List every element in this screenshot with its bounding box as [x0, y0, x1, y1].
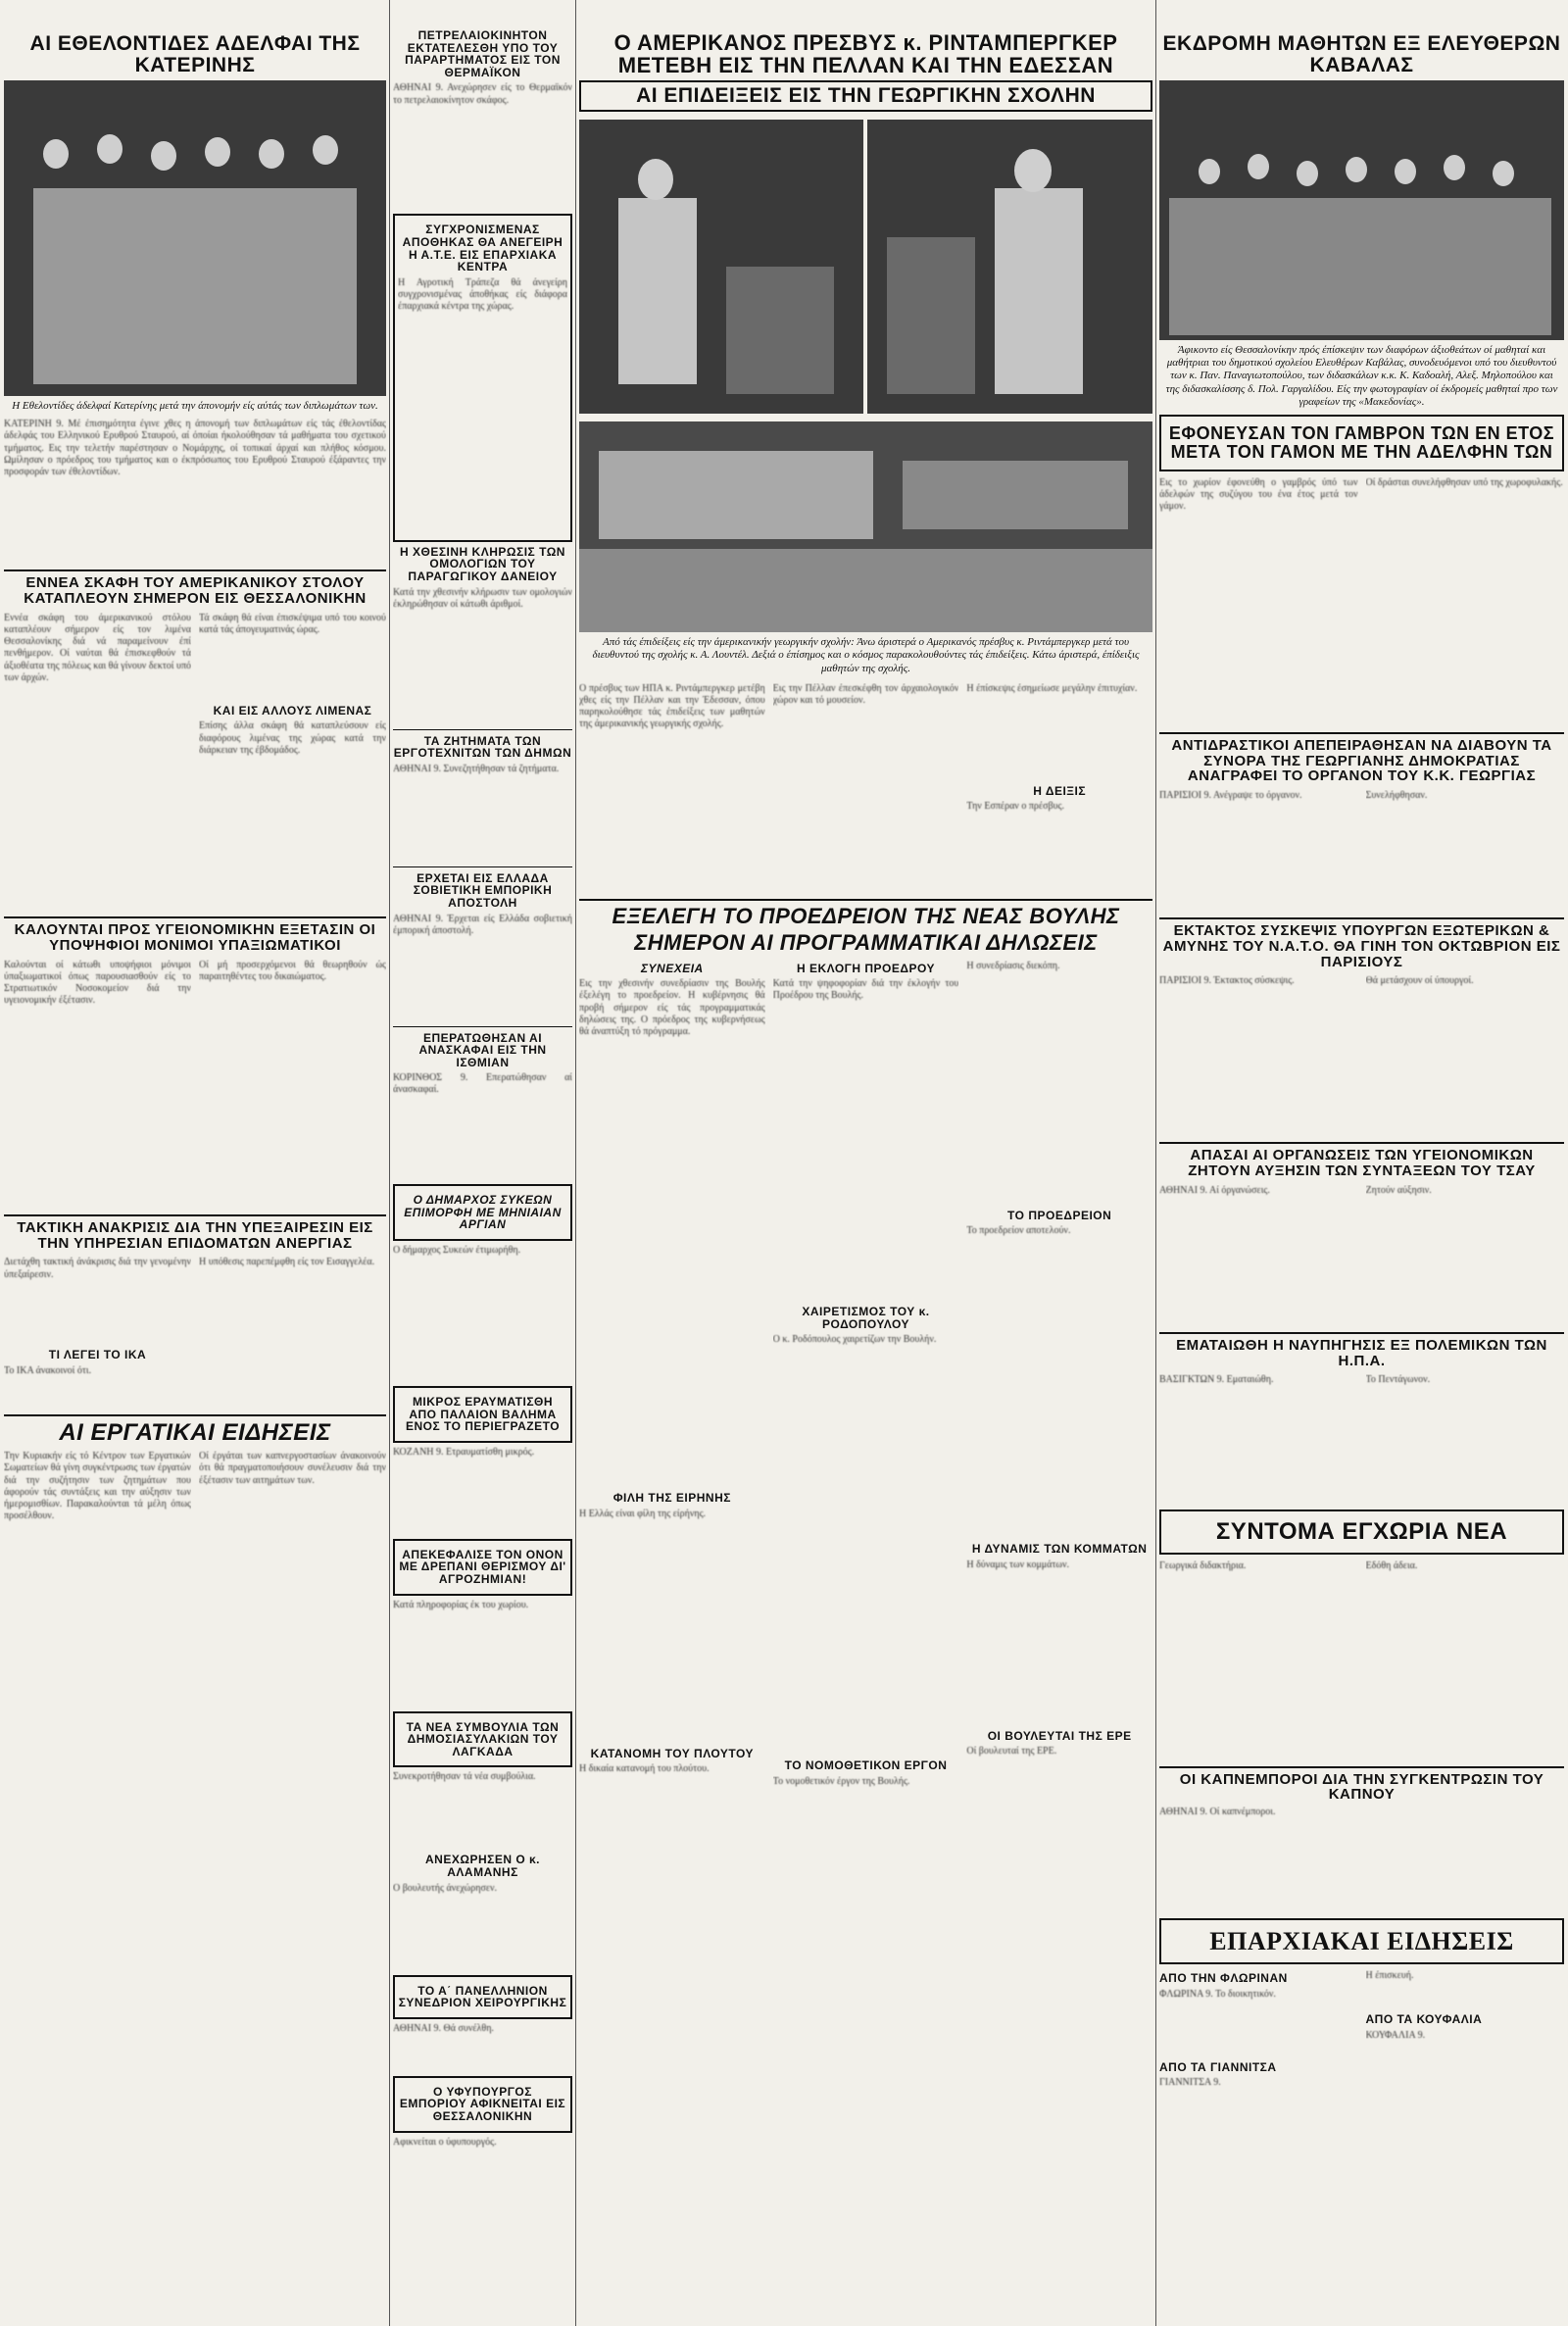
- subhead-president-election: Η ΕΚΛΟΓΗ ΠΡΟΕΔΡΟΥ: [796, 961, 936, 975]
- headline-parliament: ΕΞΕΛΕΓΗ ΤΟ ΠΡΟΕΔΡΕΙΟΝ ΤΗΣ ΝΕΑΣ ΒΟΥΛΗΣ: [612, 904, 1120, 929]
- headline-labor-news: ΑΙ ΕΡΓΑΤΙΚΑΙ ΕΙΔΗΣΕΙΣ: [59, 1418, 331, 1446]
- photo-school-excursion: [1159, 80, 1564, 340]
- photo-ambassador-speech: [579, 120, 863, 414]
- caption-ambassador: Από τάς έπιδείξεις είς την άμερικανικήν γεωργικήν σχολήν: Άνω άριστερά ο Αμερικανός πρέσβυς κ. Ριντάμπεργκερ μετά του διευθυντού της σχολής κ. Α. Λουντέλ. Δεξιά ο έπίσημος και ο κόσμος παρακολουθούντες τάς έπιδείξεις. Κάτω άριστερά, έπίδειξις μαθητών της σχολής.: [592, 636, 1140, 674]
- subhead-deixis: Η ΔΕΙΞΙΣ: [1033, 783, 1087, 798]
- column-1: ΑΙ ΕΘΕΛΟΝΤΙΔΕΣ ΑΔΕΛΦΑΙ ΤΗΣ ΚΑΤΕΡΙΝΗΣ Η Εθελοντίδες άδελφαί Κατερίνης μετά την άπονομήν είς αύτάς των διπλωμάτων των. ΚΑΤΕΡΙΝΗ 9. Μέ έπισημότητα έγινε χθες η άπονομή των διπλωμάτων είς τάς έθελοντίδας άδελφάς του Ελληνικού Ερυθρού Σταυρού, αί όποίαι ήκολούθησαν τά μαθήματα του σχετικού τμήματος. Εις την τελετήν παρέστησαν ο Νομάρχης, οί τοπικαί άρχαί και πλήθος κόσμου. Ωμίλησαν ο πρόεδρος του τμήματος και ο έκπρόσωπος του Ερυθρού Σταυρού έξάραντες την προσφοράν των έθελοντίδων. ΕΝΝΕΑ ΣΚΑΦΗ ΤΟΥ ΑΜΕΡΙΚΑΝΙΚΟΥ ΣΤΟΛΟΥ ΚΑΤΑΠΛΕΟΥΝ ΣΗΜΕΡΟΝ ΕΙΣ ΘΕΣΣΑΛΟΝΙΚΗΝ Εννέα σκάφη του άμερικανικού στόλου καταπλέουν σήμερον είς τον λιμένα Θεσσαλονίκης διά νά παραμείνουν έπί πενθήμερον. Οί ναύται θά έπισκεφθούν τά άξιοθέατα της πόλεως και θά γίνουν δεκτοί υπό των άρχών. Τά σκάφη θά είναι έπισκέψιμα υπό του κοινού κατά τάς άπογευματινάς ώρας. ΚΑΙ ΕΙΣ ΑΛΛΟΥΣ ΛΙΜΕΝΑΣ Επίσης άλλα σκάφη θά καταπλεύσουν είς διαφόρους λιμένας της χώρας κατά την διάρκειαν της έβδομάδος. ΚΑΛΟΥΝΤΑΙ ΠΡΟΣ ΥΓΕΙΟΝΟΜΙΚΗΝ ΕΞΕΤΑΣΙΝ ΟΙ ΥΠΟΨΗΦΙΟΙ ΜΟΝΙΜΟΙ ΥΠΑΞΙΩΜΑΤΙΚΟΙ Καλούνται οί κάτωθι υποψήφιοι μόνιμοι ύπαξιωματικοί όπως παρουσιασθούν είς το Στρατιωτικόν Νοσοκομείον διά την υγειονομικήν έξέτασιν. Οί μή προσερχόμενοι θά θεωρηθούν ώς παραιτηθέντες του δικαιώματος. ΤΑΚΤΙΚΗ ΑΝΑΚΡΙΣΙΣ ΔΙΑ ΤΗΝ ΥΠΕΞΑΙΡΕΣΙΝ ΕΙΣ ΤΗΝ ΥΠΗΡΕΣΙΑΝ ΕΠΙΔΟΜΑΤΩΝ ΑΝΕΡΓΙΑΣ Διετάχθη τακτική άνάκρισις διά την γενομένην ύπεξαίρεσιν. ΤΙ ΛΕΓΕΙ ΤΟ ΙΚΑ Το ΙΚΑ άνακοινοί ότι. Η υπόθεσις παρεπέμφθη είς τον Εισαγγελέα. ΑΙ ΕΡΓΑΤΙΚΑΙ ΕΙΔΗΣΕΙΣ Την Κυριακήν είς τό Κέντρον των Εργατικών Σωματείων θά γίνη συγκέντρωσις των έργατών διά την συζήτησιν των ζητημάτων που άφορούν τάς συντάξεις και την αύξησιν των ήμερομισθίων. Παρακαλούνται τά μέλη όπως προσέλθουν. Οί έργάται των καπνεργοστασίων άνακοινούν ότι θά πραγματοποιήσουν συνέλευσιν διά την έξέτασιν των αιτημάτων των.: [4, 32, 386, 1522]
- subhead-party-strength: Η ΔΥΝΑΜΙΣ ΤΩΝ ΚΟΜΜΑΤΩΝ: [971, 1542, 1148, 1557]
- photo-ambassador-crowd: [867, 120, 1152, 414]
- headline-unemployment-investigation: ΤΑΚΤΙΚΗ ΑΝΑΚΡΙΣΙΣ ΔΙΑ ΤΗΝ ΥΠΕΞΑΙΡΕΣΙΝ ΕΙΣ ΤΗΝ ΥΠΗΡΕΣΙΑΝ ΕΠΙΔΟΜΑΤΩΝ ΑΝΕΡΓΙΑΣ: [17, 1218, 373, 1252]
- photo-katerini-nurses: [4, 80, 386, 396]
- headline-program-statements: ΣΗΜΕΡΟΝ ΑΙ ΠΡΟΓΡΑΜΜΑΤΙΚΑΙ ΔΗΛΩΣΕΙΣ: [634, 930, 1098, 956]
- headline-municipal-workers: ΤΑ ΖΗΤΗΜΑΤΑ ΤΩΝ ΕΡΓΟΤΕΧΝΙΤΩΝ ΤΩΝ ΔΗΜΩΝ: [393, 733, 572, 761]
- subhead-legislative-work: ΤΟ ΝΟΜΟΘΕΤΙΚΟΝ ΕΡΓΟΝ: [784, 1758, 948, 1773]
- subhead-giannitsa: ΑΠΟ ΤΑ ΓΙΑΝΝΙΤΣΑ: [1159, 2059, 1277, 2074]
- headline-soviet-mission: ΕΡΧΕΤΑΙ ΕΙΣ ΕΛΛΑΔΑ ΣΟΒΙΕΤΙΚΗ ΕΜΠΟΡΙΚΗ ΑΠΟΣΤΟΛΗ: [413, 870, 553, 910]
- column-2: ΠΕΤΡΕΛΑΙΟΚΙΝΗΤΟΝ ΕΚΤΑΤΕΛΕΣΘΗ ΥΠΟ ΤΟΥ ΠΑΡΑΡΤΗΜΑΤΟΣ ΕΙΣ ΤΟΝ ΘΕΡΜΑΪΚΟΝ ΑΘΗΝΑΙ 9. Ανεχώρησεν είς το Θερμαϊκόν το πετρελαιοκίνητον σκάφος. ΣΥΓΧΡΟΝΙΣΜΕΝΑΣ ΑΠΟΘΗΚΑΣ ΘΑ ΑΝΕΓΕΙΡΗ Η Α.Τ.Ε. ΕΙΣ ΕΠΑΡΧΙΑΚΑ ΚΕΝΤΡΑ Η Αγροτική Τράπεζα θά άνεγείρη συγχρονισμένας άποθήκας είς διάφορα έπαρχιακά κέντρα της χώρας. Η ΧΘΕΣΙΝΗ ΚΛΗΡΩΣΙΣ ΤΩΝ ΟΜΟΛΟΓΙΩΝ ΤΟΥ ΠΑΡΑΓΩΓΙΚΟΥ ΔΑΝΕΙΟΥ Κατά την χθεσινήν κλήρωσιν των ομολογιών έκληρώθησαν οί κάτωθι άριθμοί. ΤΑ ΖΗΤΗΜΑΤΑ ΤΩΝ ΕΡΓΟΤΕΧΝΙΤΩΝ ΤΩΝ ΔΗΜΩΝ ΑΘΗΝΑΙ 9. Συνεζητήθησαν τά ζητήματα. ΕΡΧΕΤΑΙ ΕΙΣ ΕΛΛΑΔΑ ΣΟΒΙΕΤΙΚΗ ΕΜΠΟΡΙΚΗ ΑΠΟΣΤΟΛΗ ΑΘΗΝΑΙ 9. Έρχεται είς Ελλάδα σοβιετική έμπορική άποστολή. ΕΠΕΡΑΤΩΘΗΣΑΝ ΑΙ ΑΝΑΣΚΑΦΑΙ ΕΙΣ ΤΗΝ ΙΣΘΜΙΑΝ ΚΟΡΙΝΘΟΣ 9. Επερατώθησαν αί άνασκαφαί. Ο ΔΗΜΑΡΧΟΣ ΣΥΚΕΩΝ ΕΠΙΜΟΡΦΗ ΜΕ ΜΗΝΙΑΙΑΝ ΑΡΓΙΑΝ Ο δήμαρχος Συκεών έτιμωρήθη. ΜΙΚΡΟΣ ΕΡΑΥΜΑΤΙΣΘΗ ΑΠΟ ΠΑΛΑΙΟΝ ΒΑΛΗΜΑ ΕΝΟΣ ΤΟ ΠΕΡΙΕΓΡΑΖΕΤΟ ΚΟΖΑΝΗ 9. Ετραυματίσθη μικρός. ΑΠΕΚΕΦΑΛΙΣΕ ΤΟΝ ΟΝΟΝ ΜΕ ΔΡΕΠΑΝΙ ΘΕΡΙΣΜΟΥ ΔΙ' ΑΓΡΟΖΗΜΙΑΝ! Κατά πληροφορίας έκ του χωρίου. ΤΑ ΝΕΑ ΣΥΜΒΟΥΛΙΑ ΤΩΝ ΔΗΜΟΣΙΑΣΥΛΑΚΙΩΝ ΤΟΥ ΛΑΓΚΑΔΑ Συνεκροτήθησαν τά νέα συμβούλια. ΑΝΕΧΩΡΗΣΕΝ Ο κ. ΑΛΑΜΑΝΗΣ Ο βουλευτής άνεχώρησεν. ΤΟ Α΄ ΠΑΝΕΛΛΗΝΙΟΝ ΣΥΝΕΔΡΙΟΝ ΧΕΙΡΟΥΡΓΙΚΗΣ ΑΘΗΝΑΙ 9. Θά συνέλθη. Ο ΥΦΥΠΟΥΡΓΟΣ ΕΜΠΟΡΙΟΥ ΑΦΙΚΝΕΙΤΑΙ ΕΙΣ ΘΕΣΣΑΛΟΝΙΚΗΝ Αφικνείται ο ύφυπουργός.: [393, 28, 572, 2148]
- headline-katerini-nurses: ΑΙ ΕΘΕΛΟΝΤΙΔΕΣ ΑΔΕΛΦΑΙ ΤΗΣ ΚΑΤΕΡΙΝΗΣ: [29, 32, 361, 77]
- subhead-wealth: ΚΑΤΑΝΟΜΗ ΤΟΥ ΠΛΟΥΤΟΥ: [590, 1746, 755, 1760]
- headline-school-excursion: ΕΚΔΡΟΜΗ ΜΑΘΗΤΩΝ ΕΞ ΕΛΕΥΘΕΡΩΝ ΚΑΒΑΛΑΣ: [1162, 32, 1561, 77]
- article-text: Εννέα σκάφη του άμερικανικού στόλου καταπλέουν σήμερον είς τον λιμένα Θεσσαλονίκης διά νά παραμείνουν έπί πενθήμερον. Οί ναύται θά έπισκεφθούν τά άξιοθέατα της πόλεως και θά γίνουν δεκτοί υπό των άρχών.: [4, 612, 191, 683]
- headline-medical-exam: ΚΑΛΟΥΝΤΑΙ ΠΡΟΣ ΥΓΕΙΟΝΟΜΙΚΗΝ ΕΞΕΤΑΣΙΝ ΟΙ ΥΠΟΨΗΦΙΟΙ ΜΟΝΙΜΟΙ ΥΠΑΞΙΩΜΑΤΙΚΟΙ: [14, 921, 376, 955]
- subhead-other-ports: ΚΑΙ ΕΙΣ ΑΛΛΟΥΣ ΛΙΜΕΝΑΣ: [213, 703, 372, 718]
- headline-isthmia-excavation: ΕΠΕΡΑΤΩΘΗΣΑΝ ΑΙ ΑΝΑΣΚΑΦΑΙ ΕΙΣ ΤΗΝ ΙΣΘΜΙΑΝ: [418, 1030, 547, 1069]
- headline-surgery-congress: ΤΟ Α΄ ΠΑΝΕΛΛΗΝΙΟΝ ΣΥΝΕΔΡΙΟΝ ΧΕΙΡΟΥΡΓΙΚΗΣ: [398, 1983, 567, 2010]
- subhead-peace: ΦΙΛΗ ΤΗΣ ΕΙΡΗΝΗΣ: [612, 1491, 731, 1506]
- headline-nato-meeting: ΕΚΤΑΚΤΟΣ ΣΥΣΚΕΨΙΣ ΥΠΟΥΡΓΩΝ ΕΞΩΤΕΡΙΚΩΝ & ΑΜΥΝΗΣ ΤΟΥ Ν.Α.Τ.Ο. ΘΑ ΓΙΝΗ ΤΟΝ ΟΚΤΩΒΡΙΟΝ ΕΙΣ ΠΑΡΙΣΙΟΥΣ: [1162, 922, 1561, 970]
- headline-tsay-pensions: ΑΠΑΣΑΙ ΑΙ ΟΡΓΑΝΩΣΕΙΣ ΤΩΝ ΥΓΕΙΟΝΟΜΙΚΩΝ ΖΗΤΟΥΝ ΑΥΞΗΣΙΝ ΤΩΝ ΣΥΝΤΑΞΕΩΝ ΤΟΥ ΤΣΑΥ: [1188, 1147, 1536, 1180]
- headline-agricultural-school: ΑΙ ΕΠΙΔΕΙΞΕΙΣ ΕΙΣ ΤΗΝ ΓΕΩΡΓΙΚΗΝ ΣΧΟΛΗΝ: [636, 84, 1096, 108]
- headline-alamanis: ΑΝΕΧΩΡΗΣΕΝ Ο κ. ΑΛΑΜΑΝΗΣ: [424, 1853, 541, 1879]
- subhead-ika: ΤΙ ΛΕΓΕΙ ΤΟ ΙΚΑ: [48, 1348, 147, 1362]
- headline-georgia-border: ΑΝΤΙΔΡΑΣΤΙΚΟΙ ΑΠΕΠΕΙΡΑΘΗΣΑΝ ΝΑ ΔΙΑΒΟΥΝ ΤΑ ΣΥΝΟΡΑ ΤΗΣ ΓΕΩΡΓΙΑΝΗΣ ΔΗΜΟΚΡΑΤΙΑΣ ΑΝΑΓΡΑΦΕΙ ΤΟ ΟΡΓΑΝΟΝ ΤΟΥ Κ.Κ. ΓΕΩΡΓΙΑΣ: [1171, 736, 1552, 785]
- headline-warships: ΕΜΑΤΑΙΩΘΗ Η ΝΑΥΠΗΓΗΣΙΣ ΕΞ ΠΟΛΕΜΙΚΩΝ ΤΩΝ Η.Π.Α.: [1176, 1336, 1547, 1369]
- headline-murder: ΕΦΟΝΕΥΣΑΝ ΤΟΝ ΓΑΜΒΡΟΝ ΤΩΝ ΕΝ ΕΤΟΣ ΜΕΤΑ ΤΟΝ ΓΑΜΟΝ ΜΕ ΤΗΝ ΑΔΕΛΦΗΝ ΤΩΝ: [1168, 423, 1555, 462]
- main-section: Ο ΑΜΕΡΙΚΑΝΟΣ ΠΡΕΣΒΥΣ κ. ΡΙΝΤΑΜΠΕΡΓΚΕΡ ΜΕΤΕΒΗ ΕΙΣ ΤΗΝ ΠΕΛΛΑΝ ΚΑΙ ΤΗΝ ΕΔΕΣΣΑΝ ΑΙ ΕΠΙΔΕΙΞΕΙΣ ΕΙΣ ΤΗΝ ΓΕΩΡΓΙΚΗΝ ΣΧΟΛΗΝ Από τάς έπιδείξεις είς την άμερικανικήν γεωργικήν σχολήν: Άνω άριστερά ο Αμερικανός πρέσβυς κ. Ριντάμπεργκερ μετά του διευθυντού της σχολής κ. Α. Λουντέλ. Δεξιά ο έπίσημος και ο κόσμος παρακολουθούντες τάς έπιδείξεις. Κάτω άριστερά, έπίδειξις μαθητών της σχολής. Ο πρέσβυς των ΗΠΑ κ. Ριντάμπεργκερ μετέβη χθες είς την Πέλλαν και την Έδεσσαν, όπου παρηκολούθησε τάς έπιδείξεις των μαθητών της άμερικανικής γεωργικής σχολής. Εις την Πέλλαν έπεσκέφθη τον άρχαιολογικόν χώρον και τό μουσείον. Η έπίσκεψις έσημείωσε μεγάλην έπιτυχίαν. Η ΔΕΙΞΙΣ Την Εσπέραν ο πρέσβυς. ΕΞΕΛΕΓΗ ΤΟ ΠΡΟΕΔΡΕΙΟΝ ΤΗΣ ΝΕΑΣ ΒΟΥΛΗΣ ΣΗΜΕΡΟΝ ΑΙ ΠΡΟΓΡΑΜΜΑΤΙΚΑΙ ΔΗΛΩΣΕΙΣ ΣΥΝΕΧΕΙΑ Εις την χθεσινήν συνεδρίασιν της Βουλής έξελέγη το προεδρείον. Η κυβέρνησις θά προβή σήμερον είς τάς προγραμματικάς δηλώσεις της. Ο πρόεδρος της κυβερνήσεως θά άναπτύξη τό πρόγραμμα. ΦΙΛΗ ΤΗΣ ΕΙΡΗΝΗΣ Η Ελλάς είναι φίλη της είρήνης. ΚΑΤΑΝΟΜΗ ΤΟΥ ΠΛΟΥΤΟΥ Η δικαία κατανομή του πλούτου. Η ΕΚΛΟΓΗ ΠΡΟΕΔΡΟΥ Κατά την ψηφοφορίαν διά την έκλογήν του Προέδρου της Βουλής. ΧΑΙΡΕΤΙΣΜΟΣ ΤΟΥ κ. ΡΟΔΟΠΟΥΛΟΥ Ο κ. Ροδόπουλος χαιρετίζων την Βουλήν. ΤΟ ΝΟΜΟΘΕΤΙΚΟΝ ΕΡΓΟΝ Το νομοθετικόν έργον της Βουλής. Η συνεδρίασις διεκόπη. ΤΟ ΠΡΟΕΔΡΕΙΟΝ Το προεδρείον αποτελούν. Η ΔΥΝΑΜΙΣ ΤΩΝ ΚΟΜΜΑΤΩΝ Η δύναμις των κομμάτων. ΟΙ ΒΟΥΛΕΥΤΑΙ ΤΗΣ ΕΡΕ Οί βουλευταί της ΕΡΕ.: [579, 0, 1152, 2003]
- headline-tobacco-merchants: ΟΙ ΚΑΠΝΕΜΠΟΡΟΙ ΔΙΑ ΤΗΝ ΣΥΓΚΕΝΤΡΩΣΙΝ ΤΟΥ ΚΑΠΝΟΥ: [1179, 1770, 1544, 1804]
- headline-provincial-news: ΕΠΑΡΧΙΑΚΑΙ ΕΙΔΗΣΕΙΣ: [1209, 1927, 1514, 1955]
- continuation-label: ΣΥΝΕΧΕΙΑ: [640, 961, 704, 975]
- subhead-presidium: ΤΟ ΠΡΟΕΔΡΕΙΟΝ: [1007, 1208, 1112, 1222]
- headline-ambassador: Ο ΑΜΕΡΙΚΑΝΟΣ ΠΡΕΣΒΥΣ κ. ΡΙΝΤΑΜΠΕΡΓΚΕΡ ΜΕΤΕΒΗ ΕΙΣ ΤΗΝ ΠΕΛΛΑΝ ΚΑΙ ΤΗΝ ΕΔΕΣΣΑΝ: [613, 30, 1118, 78]
- column-5: ΕΚΔΡΟΜΗ ΜΑΘΗΤΩΝ ΕΞ ΕΛΕΥΘΕΡΩΝ ΚΑΒΑΛΑΣ Άφικοντο είς Θεσσαλονίκην πρός έπίσκεψιν των διαφόρων άξιοθεάτων οί μαθηταί και μαθήτριαι του δημοτικού σχολείου Ελευθέρων Καβάλας, συνοδευόμενοι υπό του διευθυντού των κ. Παν. Παναγιωτοπούλου, των διδασκάλων κ.κ. Κ. Καδοαλή, Αλεξ. Μηλοπούλου και της διδασκαλίσσης δ. Πολ. Γαργαλίδου. Είς την φωτογραφίαν οί έκδρομείς μαθηταί προ των γραφείων της «Μακεδονίας». ΕΦΟΝΕΥΣΑΝ ΤΟΝ ΓΑΜΒΡΟΝ ΤΩΝ ΕΝ ΕΤΟΣ ΜΕΤΑ ΤΟΝ ΓΑΜΟΝ ΜΕ ΤΗΝ ΑΔΕΛΦΗΝ ΤΩΝ Εις το χωρίον έφονεύθη ο γαμβρός ύπό των άδελφών της συζύγου του ένα έτος μετά τον γάμον. Οί δράσται συνελήφθησαν υπό της χωροφυλακής. ΑΝΤΙΔΡΑΣΤΙΚΟΙ ΑΠΕΠΕΙΡΑΘΗΣΑΝ ΝΑ ΔΙΑΒΟΥΝ ΤΑ ΣΥΝΟΡΑ ΤΗΣ ΓΕΩΡΓΙΑΝΗΣ ΔΗΜΟΚΡΑΤΙΑΣ ΑΝΑΓΡΑΦΕΙ ΤΟ ΟΡΓΑΝΟΝ ΤΟΥ Κ.Κ. ΓΕΩΡΓΙΑΣ ΠΑΡΙΣΙΟΙ 9. Ανέγραψε το όργανον. Συνελήφθησαν. ΕΚΤΑΚΤΟΣ ΣΥΣΚΕΨΙΣ ΥΠΟΥΡΓΩΝ ΕΞΩΤΕΡΙΚΩΝ & ΑΜΥΝΗΣ ΤΟΥ Ν.Α.Τ.Ο. ΘΑ ΓΙΝΗ ΤΟΝ ΟΚΤΩΒΡΙΟΝ ΕΙΣ ΠΑΡΙΣΙΟΥΣ ΠΑΡΙΣΙΟΙ 9. Έκτακτος σύσκεψις. Θά μετάσχουν οί ύπουργοί. ΑΠΑΣΑΙ ΑΙ ΟΡΓΑΝΩΣΕΙΣ ΤΩΝ ΥΓΕΙΟΝΟΜΙΚΩΝ ΖΗΤΟΥΝ ΑΥΞΗΣΙΝ ΤΩΝ ΣΥΝΤΑΞΕΩΝ ΤΟΥ ΤΣΑΥ ΑΘΗΝΑΙ 9. Αί όργανώσεις. Ζητούν αύξησιν. ΕΜΑΤΑΙΩΘΗ Η ΝΑΥΠΗΓΗΣΙΣ ΕΞ ΠΟΛΕΜΙΚΩΝ ΤΩΝ Η.Π.Α. ΒΑΣΙΓΚΤΩΝ 9. Εματαιώθη. Το Πεντάγωνον. ΣΥΝΤΟΜΑ ΕΓΧΩΡΙΑ ΝΕΑ Γεωργικά διδακτήρια. Εδόθη άδεια. ΟΙ ΚΑΠΝΕΜΠΟΡΟΙ ΔΙΑ ΤΗΝ ΣΥΓΚΕΝΤΡΩΣΙΝ ΤΟΥ ΚΑΠΝΟΥ ΑΘΗΝΑΙ 9. Οί καπνέμποροι. ΕΠΑΡΧΙΑΚΑΙ ΕΙΔΗΣΕΙΣ ΑΠΟ ΤΗΝ ΦΛΩΡΙΝΑΝ ΦΛΩΡΙΝΑ 9. Το διοικητικόν. ΑΠΟ ΤΑ ΓΙΑΝΝΙΤΣΑ ΓΙΑΝΝΙΤΣΑ 9. Η έπισκευή. ΑΠΟ ΤΑ ΚΟΥΦΑΛΙΑ ΚΟΥΦΑΛΙΑ 9.: [1159, 32, 1563, 2089]
- headline-donkey: ΑΠΕΚΕΦΑΛΙΣΕ ΤΟΝ ΟΝΟΝ ΜΕ ΔΡΕΠΑΝΙ ΘΕΡΙΣΜΟΥ ΔΙ' ΑΓΡΟΖΗΜΙΑΝ!: [399, 1547, 566, 1587]
- headline-deputy-minister: Ο ΥΦΥΠΟΥΡΓΟΣ ΕΜΠΟΡΙΟΥ ΑΦΙΚΝΕΙΤΑΙ ΕΙΣ ΘΕΣΣΑΛΟΝΙΚΗΝ: [399, 2084, 566, 2123]
- headline-us-fleet: ΕΝΝΕΑ ΣΚΑΦΗ ΤΟΥ ΑΜΕΡΙΚΑΝΙΚΟΥ ΣΤΟΛΟΥ ΚΑΤΑΠΛΕΟΥΝ ΣΗΜΕΡΟΝ ΕΙΣ ΘΕΣΣΑΛΟΝΙΚΗΝ: [24, 574, 367, 608]
- headline-local-news: ΣΥΝΤΟΜΑ ΕΓΧΩΡΙΑ ΝΕΑ: [1215, 1518, 1508, 1546]
- photo-school-demonstration: [579, 421, 1152, 632]
- headline-bond-draw: Η ΧΘΕΣΙΝΗ ΚΛΗΡΩΣΙΣ ΤΩΝ ΟΜΟΛΟΓΙΩΝ ΤΟΥ ΠΑΡΑΓΩΓΙΚΟΥ ΔΑΝΕΙΟΥ: [400, 544, 565, 583]
- headline-minor-injured: ΜΙΚΡΟΣ ΕΡΑΥΜΑΤΙΣΘΗ ΑΠΟ ΠΑΛΑΙΟΝ ΒΑΛΗΜΑ ΕΝΟΣ ΤΟ ΠΕΡΙΕΓΡΑΖΕΤΟ: [405, 1395, 561, 1434]
- caption-school-excursion: Άφικοντο είς Θεσσαλονίκην πρός έπίσκεψιν των διαφόρων άξιοθεάτων οί μαθηταί και μαθήτριαι του δημοτικού σχολείου Ελευθέρων Καβάλας, συνοδευόμενοι υπό του διευθυντού των κ. Παν. Παναγιωτοπούλου, των διδασκάλων κ.κ. Κ. Καδοαλή, Αλεξ. Μηλοπούλου και της διδασκαλίσσης δ. Πολ. Γαργαλίδου. Είς την φωτογραφίαν οί έκδρομείς μαθηταί προ των γραφείων της «Μακεδονίας».: [1165, 344, 1558, 408]
- headline-oil-vessel: ΠΕΤΡΕΛΑΙΟΚΙΝΗΤΟΝ ΕΚΤΑΤΕΛΕΣΘΗ ΥΠΟ ΤΟΥ ΠΑΡΑΡΤΗΜΑΤΟΣ ΕΙΣ ΤΟΝ ΘΕΡΜΑΪΚΟΝ: [405, 28, 561, 79]
- caption-katerini-nurses: Η Εθελοντίδες άδελφαί Κατερίνης μετά την άπονομήν είς αύτάς των διπλωμάτων των.: [12, 400, 378, 413]
- headline-lagkada-councils: ΤΑ ΝΕΑ ΣΥΜΒΟΥΛΙΑ ΤΩΝ ΔΗΜΟΣΙΑΣΥΛΑΚΙΩΝ ΤΟΥ ΛΑΓΚΑΔΑ: [406, 1719, 560, 1758]
- headline-warehouses: ΣΥΓΧΡΟΝΙΣΜΕΝΑΣ ΑΠΟΘΗΚΑΣ ΘΑ ΑΝΕΓΕΙΡΗ Η Α.Τ.Ε. ΕΙΣ ΕΠΑΡΧΙΑΚΑ ΚΕΝΤΡΑ: [402, 223, 564, 274]
- subhead-ere-mps: ΟΙ ΒΟΥΛΕΥΤΑΙ ΤΗΣ ΕΡΕ: [987, 1728, 1132, 1743]
- subhead-rodopoulos: ΧΑΙΡΕΤΙΣΜΟΣ ΤΟΥ κ. ΡΟΔΟΠΟΥΛΟΥ: [802, 1305, 930, 1331]
- headline-sykeon-mayor: Ο ΔΗΜΑΡΧΟΣ ΣΥΚΕΩΝ ΕΠΙΜΟΡΦΗ ΜΕ ΜΗΝΙΑΙΑΝ ΑΡΓΙΑΝ: [404, 1193, 562, 1232]
- subhead-florina: ΑΠΟ ΤΗΝ ΦΛΩΡΙΝΑΝ: [1159, 1971, 1288, 1986]
- subhead-koufalia: ΑΠΟ ΤΑ ΚΟΥΦΑΛΙΑ: [1365, 2012, 1483, 2027]
- article-text: ΚΑΤΕΡΙΝΗ 9. Μέ έπισημότητα έγινε χθες η άπονομή των διπλωμάτων είς τάς έθελοντίδας άδελφάς του Ελληνικού Ερυθρού Σταυρού, αί όποίαι ήκολούθησαν τά μαθήματα του σχετικού τμήματος. Εις την τελετήν παρέστησαν ο Νομάρχης, οί τοπικαί άρχαί και πλήθος κόσμου. Ωμίλησαν ο πρόεδρος του τμήματος και ο έκπρόσωπος του Ερυθρού Σταυρού έξάραντες την προσφοράν των έθελοντίδων.: [4, 419, 386, 478]
